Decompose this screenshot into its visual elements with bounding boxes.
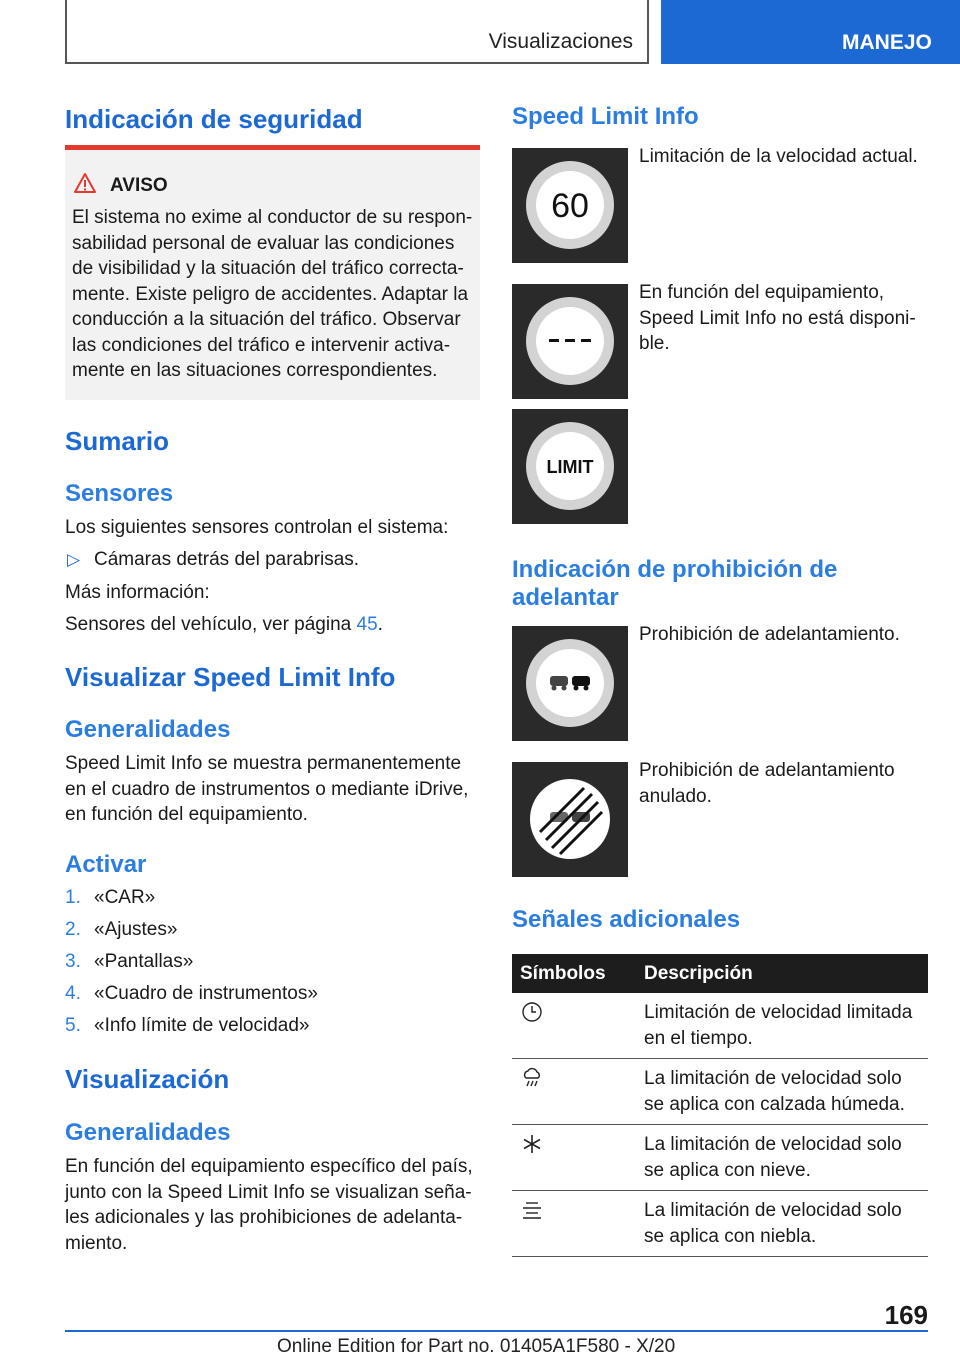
warning-text: El sistema no exime al conductor de su respon-sabilidad personal de evaluar las condiciones de visibilidad y la situación del tráfico correcta-mente. Existe peligro de accidentes. Adaptar la conducción a la situación del tráfico. Observar las condiciones del tráfico e intervenir activa-mente en las situaciones correspondientes. <box>72 207 473 381</box>
desc-overtaking-end: Prohibición de adelantamiento anulado. <box>639 760 895 807</box>
description-cell: La limitación de velocidad solo se aplica con calzada húmeda. <box>636 1059 928 1125</box>
activate-heading: Activar <box>65 851 147 878</box>
step-number: 4. <box>65 983 81 1004</box>
step-item: «Cuadro de instrumentos» <box>94 983 318 1004</box>
description-cell: La limitación de velocidad solo se aplica con nieve. <box>636 1125 928 1191</box>
symbol-cell <box>512 1125 636 1191</box>
sign-60-text: 60 <box>551 187 589 225</box>
table-header-row <box>512 954 928 993</box>
rain-cloud-icon <box>520 1066 544 1090</box>
sensors-reference <box>65 612 383 638</box>
footer-line <box>65 1330 928 1332</box>
snowflake-icon <box>520 1132 544 1156</box>
additional-heading: Señales adicionales <box>512 906 741 933</box>
description-cell: Limitación de velocidad limitada en el tiempo. <box>636 993 928 1059</box>
step-item: «CAR» <box>94 887 156 908</box>
symbol-cell <box>512 1059 636 1125</box>
no-overtaking-sign <box>512 626 628 741</box>
warning-triangle-icon <box>73 172 97 194</box>
sensors-item: Cámaras detrás del parabrisas. <box>94 549 360 570</box>
page-link[interactable]: 45 <box>356 614 378 635</box>
sli-heading: Speed Limit Info <box>512 103 699 130</box>
description-cell: La limitación de velocidad solo se aplica con niebla. <box>636 1191 928 1257</box>
display-heading: Visualización <box>65 1064 230 1094</box>
table-row <box>512 1059 928 1125</box>
section-title: Visualizaciones <box>488 30 633 53</box>
chapter-tab[interactable]: MANEJO <box>661 0 960 64</box>
general-heading-1: Generalidades <box>65 716 231 743</box>
general-heading-2: Generalidades <box>65 1119 231 1146</box>
desc-unavailable: En función del equipamiento, Speed Limit Info no está disponi-ble. <box>639 282 916 354</box>
step-item: «Info límite de velocidad» <box>94 1015 310 1036</box>
fog-icon <box>520 1198 544 1222</box>
safety-heading: Indicación de seguridad <box>65 104 363 134</box>
speed-unavailable-sign <box>512 284 628 399</box>
step-number: 2. <box>65 919 81 940</box>
step-number: 1. <box>65 887 81 908</box>
additional-signs-table <box>512 954 928 1257</box>
symbol-cell <box>512 993 636 1059</box>
sign-limit-text: LIMIT <box>546 457 594 477</box>
speed-60-sign <box>512 148 628 263</box>
page-number: 169 <box>884 1300 928 1330</box>
overtake-heading: Indicación de prohibición de adelantar <box>512 556 838 611</box>
overtaking-end-sign <box>512 762 628 877</box>
col-description: Descripción <box>636 954 928 993</box>
show-heading: Visualizar Speed Limit Info <box>65 662 396 692</box>
table-row <box>512 993 928 1059</box>
table-row <box>512 1191 928 1257</box>
more-info-label: Más información: <box>65 582 210 603</box>
edition-text: Online Edition for Part no. 01405A1F580 - X/20 <box>277 1336 676 1357</box>
warning-title: AVISO <box>110 175 168 196</box>
step-number: 3. <box>65 951 81 972</box>
reference-text: Sensores del vehículo, ver página <box>65 614 357 635</box>
header-box <box>65 0 649 64</box>
clock-icon <box>520 1000 544 1024</box>
sensors-heading: Sensores <box>65 480 174 507</box>
summary-heading: Sumario <box>65 426 170 456</box>
desc-no-overtaking: Prohibición de adelantamiento. <box>639 624 900 645</box>
desc-current-limit: Limitación de la velocidad actual. <box>639 146 918 167</box>
sensors-intro: Los siguientes sensores controlan el sistema: <box>65 517 449 538</box>
symbol-cell <box>512 1191 636 1257</box>
reference-end: . <box>377 614 383 635</box>
step-item: «Pantallas» <box>94 951 194 972</box>
bullet-triangle-icon: ▷ <box>67 550 81 569</box>
col-symbols: Símbolos <box>512 954 636 993</box>
table-row <box>512 1125 928 1191</box>
limit-sign <box>512 409 628 524</box>
general-text-1: Speed Limit Info se muestra permanentemente en el cuadro de instrumentos o mediante iDrive, en función del equipamiento. <box>65 753 469 825</box>
general-text-2: En función del equipamiento específico del país, junto con la Speed Limit Info se visualizan seña-les adicionales y las prohibiciones de adelanta-miento. <box>65 1156 473 1254</box>
step-item: «Ajustes» <box>94 919 178 940</box>
step-number: 5. <box>65 1015 81 1036</box>
